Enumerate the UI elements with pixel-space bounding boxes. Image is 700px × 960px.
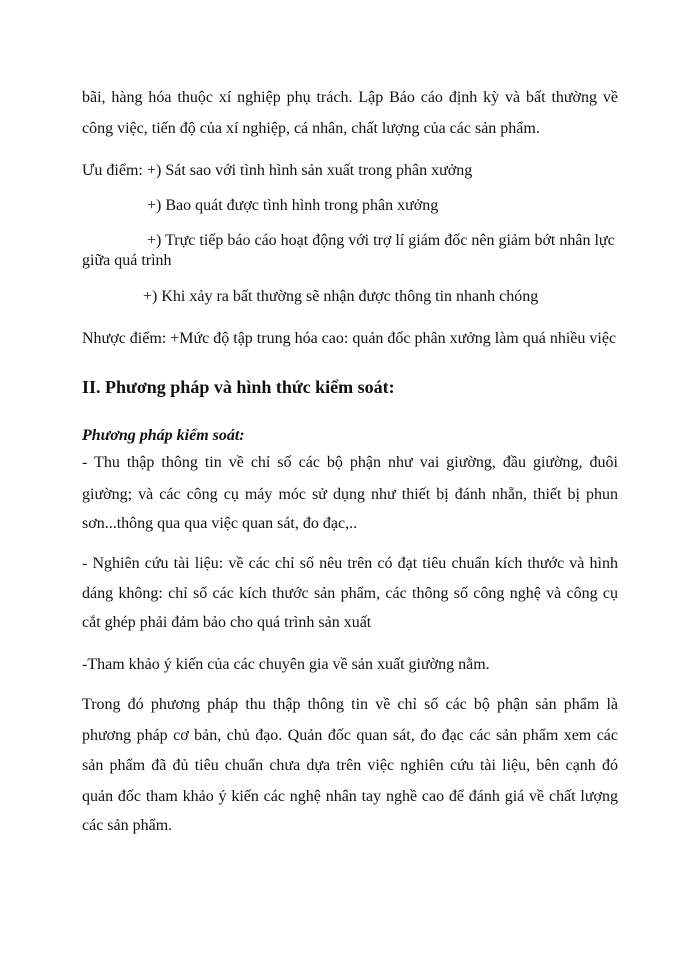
paragraph-line: bãi, hàng hóa thuộc xí nghiệp phụ trách. Lập Báo cáo định kỳ và bất thường về bbox=[82, 89, 618, 106]
paragraph-line: Trong đó phương pháp thu thập thông tin về chỉ số các bộ phận sản phẩm là bbox=[82, 696, 618, 713]
bullet-line: -Tham khảo ý kiến của các chuyên gia về sản xuất giường nằm. bbox=[82, 656, 490, 673]
advantage-item: +) Khi xảy ra bất thường sẽ nhận được thông tin nhanh chóng bbox=[143, 288, 539, 305]
advantage-item: +) Sát sao với tình hình sản xuất trong phân xưởng bbox=[147, 162, 473, 179]
bullet-line: dáng không: chỉ số các kích thước sản phẩm, các thông số công nghệ và công cụ bbox=[82, 585, 618, 602]
bullet-line: giường; và các công cụ máy móc sử dụng như thiết bị đánh nhẵn, thiết bị phun bbox=[82, 486, 618, 503]
bullet-line: - Thu thập thông tin về chỉ số các bộ phận như vai giường, đầu giường, đuôi bbox=[82, 454, 618, 471]
bullet-line: cắt ghép phải đảm bảo cho quá trình sản xuất bbox=[82, 614, 372, 631]
paragraph-line: sản phẩm đã đủ tiêu chuẩn chưa dựa trên việc nghiên cứu tài liệu, bên cạnh đó bbox=[82, 757, 618, 774]
paragraph-line: phương pháp cơ bản, chủ đạo. Quản đốc quan sát, đo đạc các sản phẩm xem các bbox=[82, 727, 618, 744]
section-subheading: Phương pháp kiểm soát: bbox=[82, 427, 245, 444]
disadvantages-text: Nhược điểm: +Mức độ tập trung hóa cao: quản đốc phân xưởng làm quá nhiều việc bbox=[82, 330, 617, 347]
advantage-item: +) Trực tiếp báo cáo hoạt động với trợ lí giám đốc nên giảm bớt nhân lực bbox=[147, 232, 615, 249]
advantage-item: +) Bao quát được tình hình trong phân xưởng bbox=[147, 197, 439, 214]
bullet-line: sơn...thông qua qua việc quan sát, đo đạc,.. bbox=[82, 515, 358, 532]
bullet-line: - Nghiên cứu tài liệu: về các chỉ số nêu trên có đạt tiêu chuẩn kích thước và hình bbox=[82, 555, 618, 572]
paragraph-line: quản đốc tham khảo ý kiến các nghệ nhân tay nghề cao để đánh giá về chất lượng bbox=[82, 788, 618, 805]
advantage-item-continuation: giữa quá trình bbox=[82, 252, 172, 269]
section-heading: II. Phương pháp và hình thức kiểm soát: bbox=[82, 377, 395, 397]
advantages-label: Ưu điểm: bbox=[82, 162, 143, 179]
paragraph-line: các sản phẩm. bbox=[82, 817, 173, 834]
paragraph-line: công việc, tiến độ của xí nghiệp, cá nhân, chất lượng của các sản phẩm. bbox=[82, 120, 540, 137]
